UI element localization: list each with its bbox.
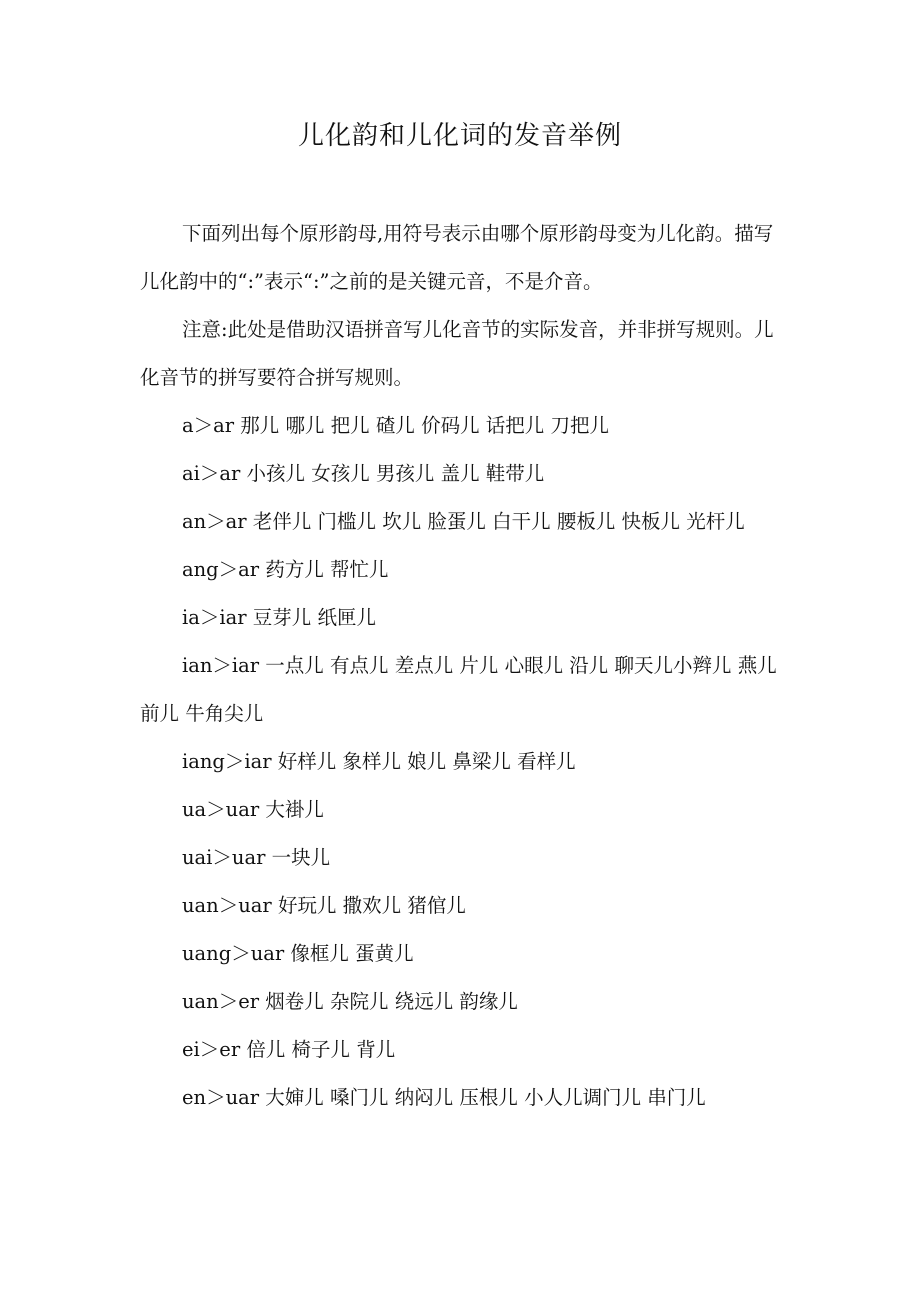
paragraph: uan＞uar 好玩儿 撒欢儿 猪倌儿 xyxy=(182,894,466,917)
paragraph: a＞ar 那儿 哪儿 把儿 碴儿 价码儿 话把儿 刀把儿 xyxy=(182,414,609,437)
paragraph: uan＞er 烟卷儿 杂院儿 绕远儿 韵缘儿 xyxy=(182,990,518,1013)
paragraph: ei＞er 倍儿 椅子儿 背儿 xyxy=(182,1038,396,1061)
document-title: 儿化韵和儿化词的发音举例 xyxy=(297,121,622,151)
paragraph: uai＞uar 一块儿 xyxy=(182,846,331,869)
paragraph: uang＞uar 像框儿 蛋黄儿 xyxy=(182,942,414,965)
paragraph: en＞uar 大婶儿 嗓门儿 纳闷儿 压根儿 小人儿调门儿 串门儿 xyxy=(182,1086,706,1109)
paragraph: an＞ar 老伴儿 门槛儿 坎儿 脸蛋儿 白干儿 腰板儿 快板儿 光杆儿 xyxy=(182,510,745,533)
paragraph: ang＞ar 药方儿 帮忙儿 xyxy=(182,558,389,581)
document-body xyxy=(140,210,790,1122)
paragraph: ua＞uar 大褂儿 xyxy=(182,798,324,821)
paragraph: 下面列出每个原形韵母,用符号表示由哪个原形韵母变为儿化韵。描写儿化韵中的“:”表示“:”之前的是关键元音，不是介音。 xyxy=(140,222,774,293)
paragraph: iang＞iar 好样儿 象样儿 娘儿 鼻梁儿 看样儿 xyxy=(182,750,576,773)
paragraph: ai＞ar 小孩儿 女孩儿 男孩儿 盖儿 鞋带儿 xyxy=(182,462,545,485)
paragraph: ian＞iar 一点儿 有点儿 差点儿 片儿 心眼儿 沿儿 聊天儿小辫儿 燕儿 前儿 牛角尖儿 xyxy=(140,654,777,725)
paragraph: 注意:此处是借助汉语拼音写儿化音节的实际发音，并非拼写规则。儿化音节的拼写要符合拼写规则。 xyxy=(140,318,774,389)
paragraph: ia＞iar 豆芽儿 纸匣儿 xyxy=(182,606,376,629)
